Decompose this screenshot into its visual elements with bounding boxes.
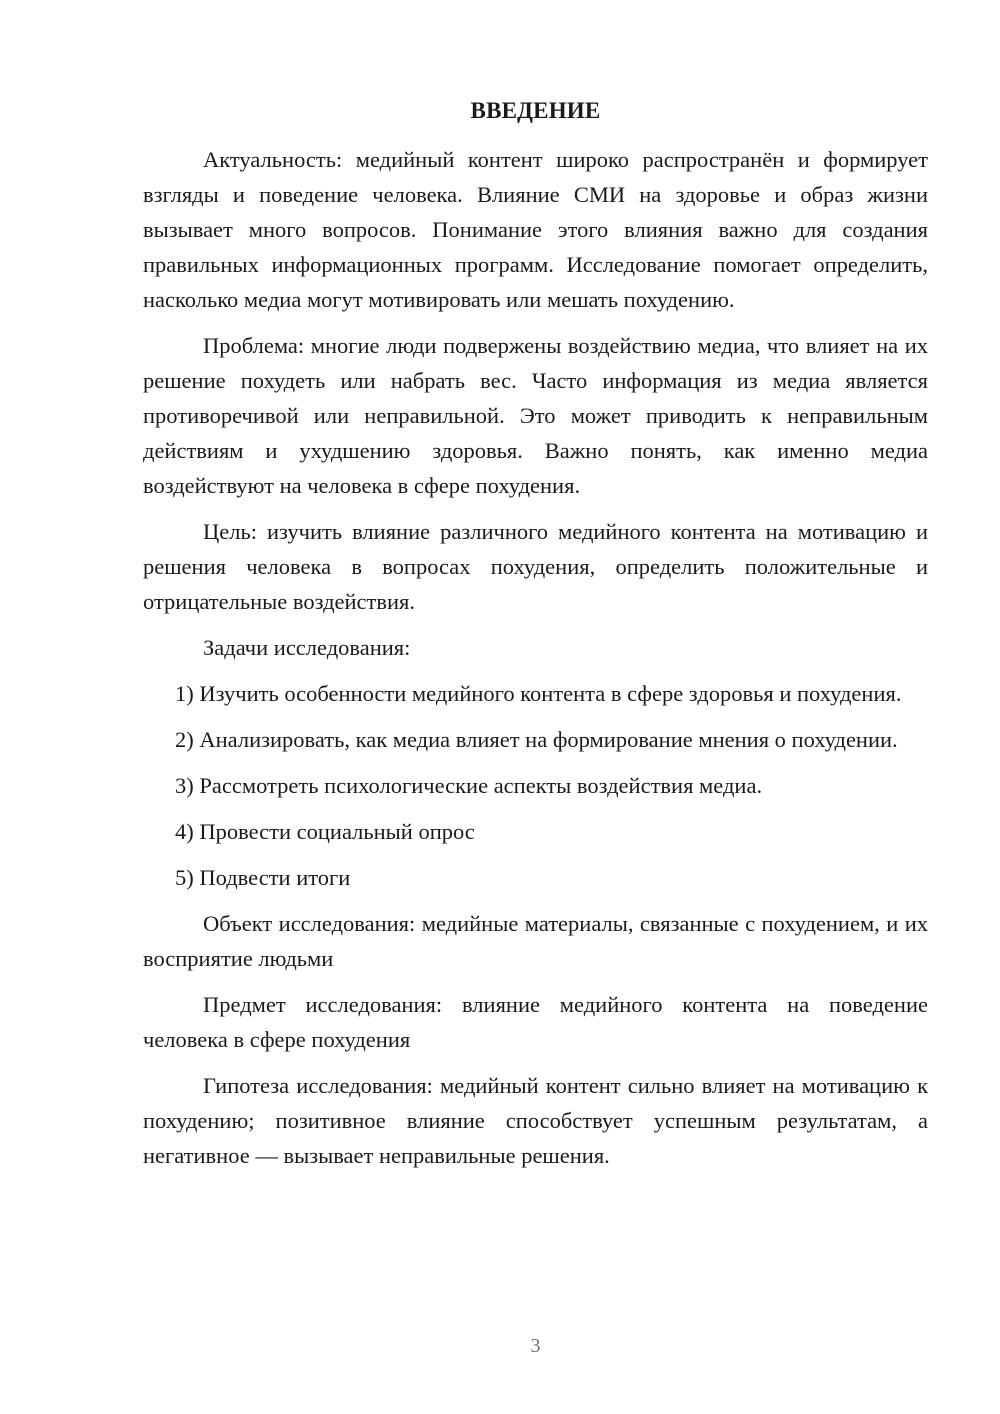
task-item-4: 4) Провести социальный опрос [175, 819, 475, 844]
paragraph-problem: Проблема: многие люди подвержены воздействию медиа, что влияет на их решение похудеть или набрать вес. Часто информация из медиа является противоречивой или неправильной. Это может приводить к неправильным действиям и ухудшению здоровья. Важно понять, как именно медиа воздействуют на человека в сфере похудения. [143, 333, 928, 498]
document-page [143, 0, 928, 1414]
paragraph-hypothesis: Гипотеза исследования: медийный контент сильно влияет на мотивацию к похудению; позитивное влияние способствует успешным результатам, а негативное — вызывает неправильные решения. [143, 1073, 928, 1168]
paragraph-goal: Цель: изучить влияние различного медийного контента на мотивацию и решения человека в вопросах похудения, определить положительные и отрицательные воздействия. [143, 519, 928, 614]
task-item-5: 5) Подвести итоги [175, 865, 351, 890]
paragraph-object: Объект исследования: медийные материалы, связанные с похудением, и их восприятие людьми [143, 911, 928, 971]
paragraph-subject: Предмет исследования: влияние медийного контента на поведение человека в сфере похудения [143, 992, 928, 1052]
task-item-1: 1) Изучить особенности медийного контента в сфере здоровья и похудения. [175, 681, 902, 706]
task-item-3: 3) Рассмотреть психологические аспекты воздействия медиа. [175, 773, 763, 798]
task-item-2: 2) Анализировать, как медиа влияет на формирование мнения о похудении. [175, 727, 898, 752]
document-body [143, 142, 928, 1184]
page-number: 3 [530, 1335, 541, 1357]
section-title: ВВЕДЕНИЕ [470, 98, 601, 123]
paragraph-relevance: Актуальность: медийный контент широко распространён и формирует взгляды и поведение человека. Влияние СМИ на здоровье и образ жизни вызывает много вопросов. Понимание этого влияния важно для создания правильных информационных программ. Исследование помогает определить, насколько медиа могут мотивировать или мешать похудению. [143, 147, 928, 312]
paragraph-tasks-heading: Задачи исследования: [203, 635, 411, 660]
